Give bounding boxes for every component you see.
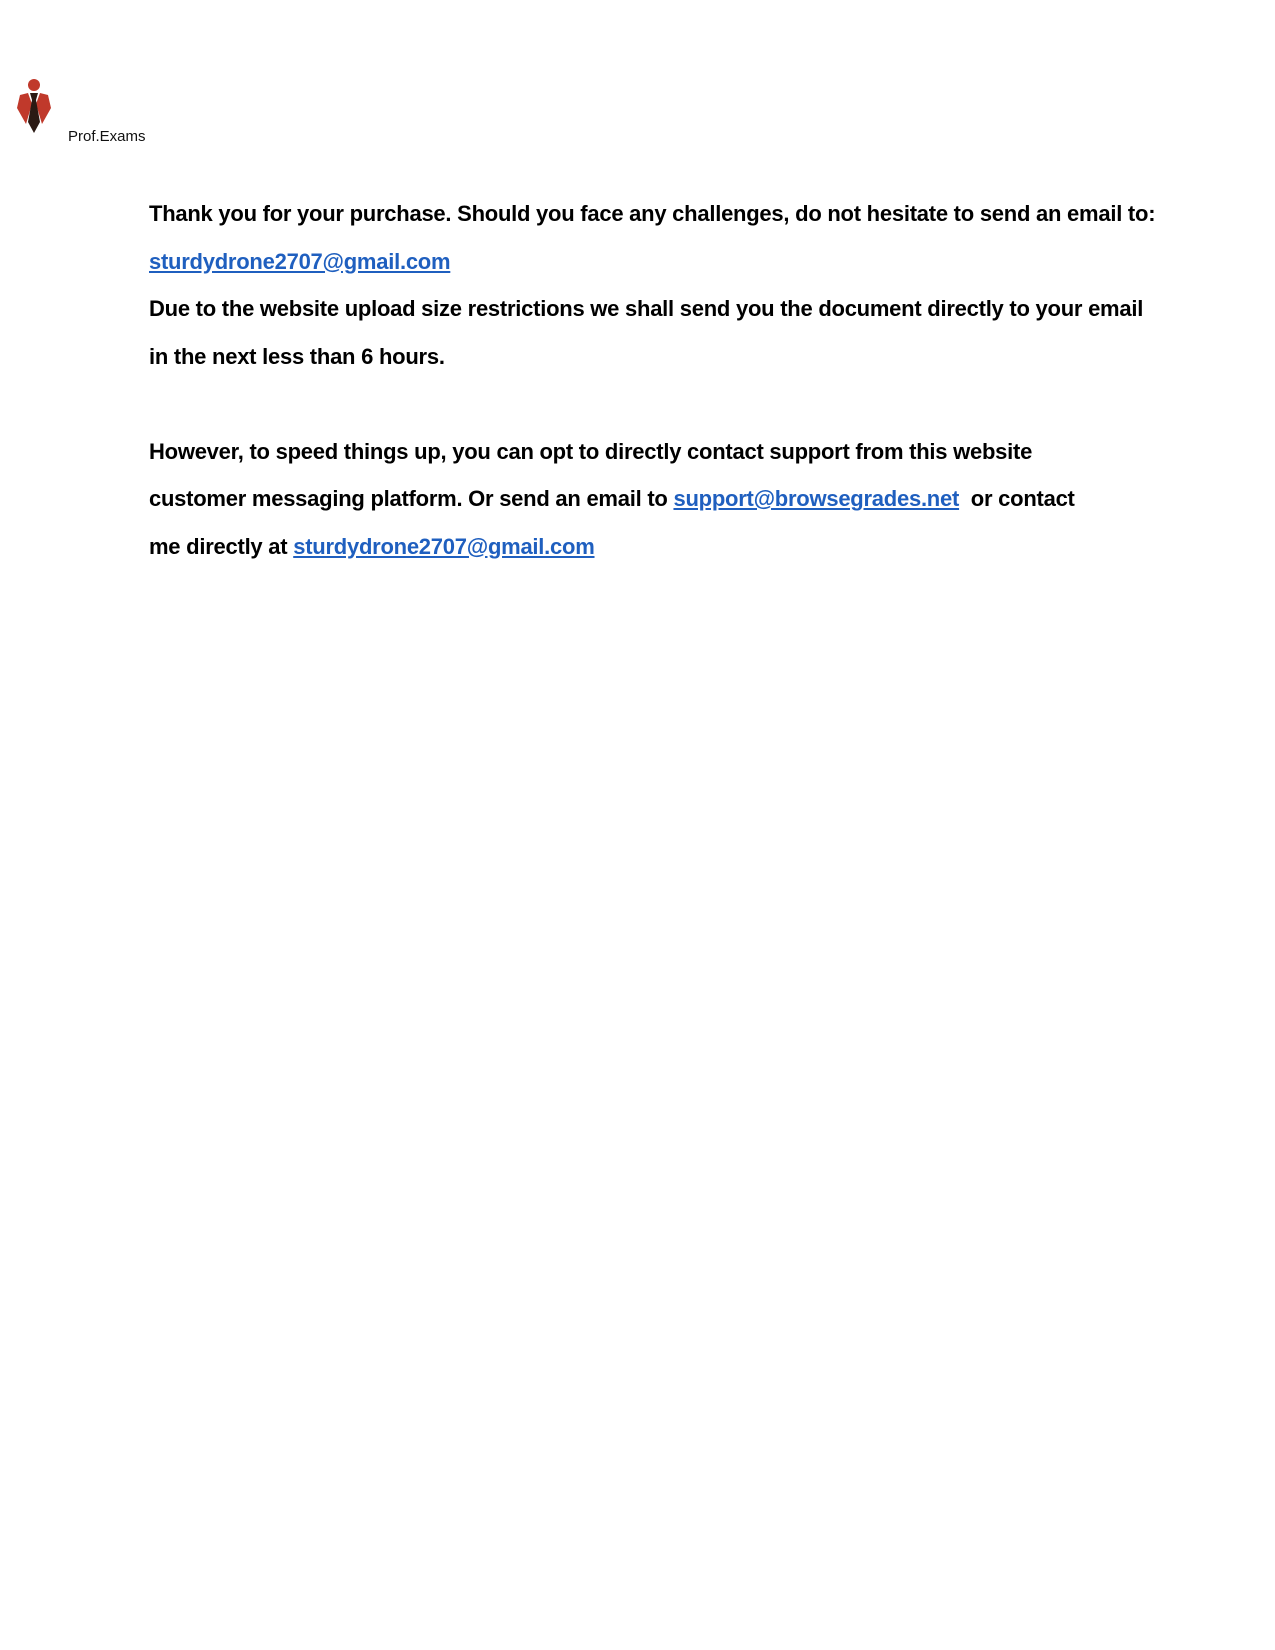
message-line-email [149, 238, 1219, 286]
message-line-speed: However, to speed things up, you can opt to directly contact support from this website [149, 438, 1033, 464]
message-line-support [149, 475, 1219, 523]
message-line-direct [149, 523, 1219, 571]
support-suffix: or contact [959, 486, 1075, 511]
direct-prefix: me directly at [149, 533, 294, 559]
message-body [149, 190, 1219, 570]
message-line-restrictions: Due to the website upload size restrictions we shall send you the document directly to your email [149, 296, 1144, 321]
message-line-thanks: Thank you for your purchase. Should you face any challenges, do not hesitate to send an email to: [149, 201, 1156, 226]
message-line-timeframe: in the next less than 6 hours. [149, 343, 445, 369]
support-prefix: customer messaging platform. Or send an email to [149, 486, 674, 511]
direct-email-link[interactable]: sturdydrone2707@gmail.com [293, 533, 595, 559]
tie-logo-icon [14, 78, 54, 136]
brand-name: Prof.Exams [68, 128, 146, 145]
paragraph-spacer [149, 380, 1219, 428]
primary-email-link[interactable]: sturdydrone2707@gmail.com [149, 248, 451, 274]
support-email-link[interactable]: support@browsegrades.net [673, 486, 960, 511]
